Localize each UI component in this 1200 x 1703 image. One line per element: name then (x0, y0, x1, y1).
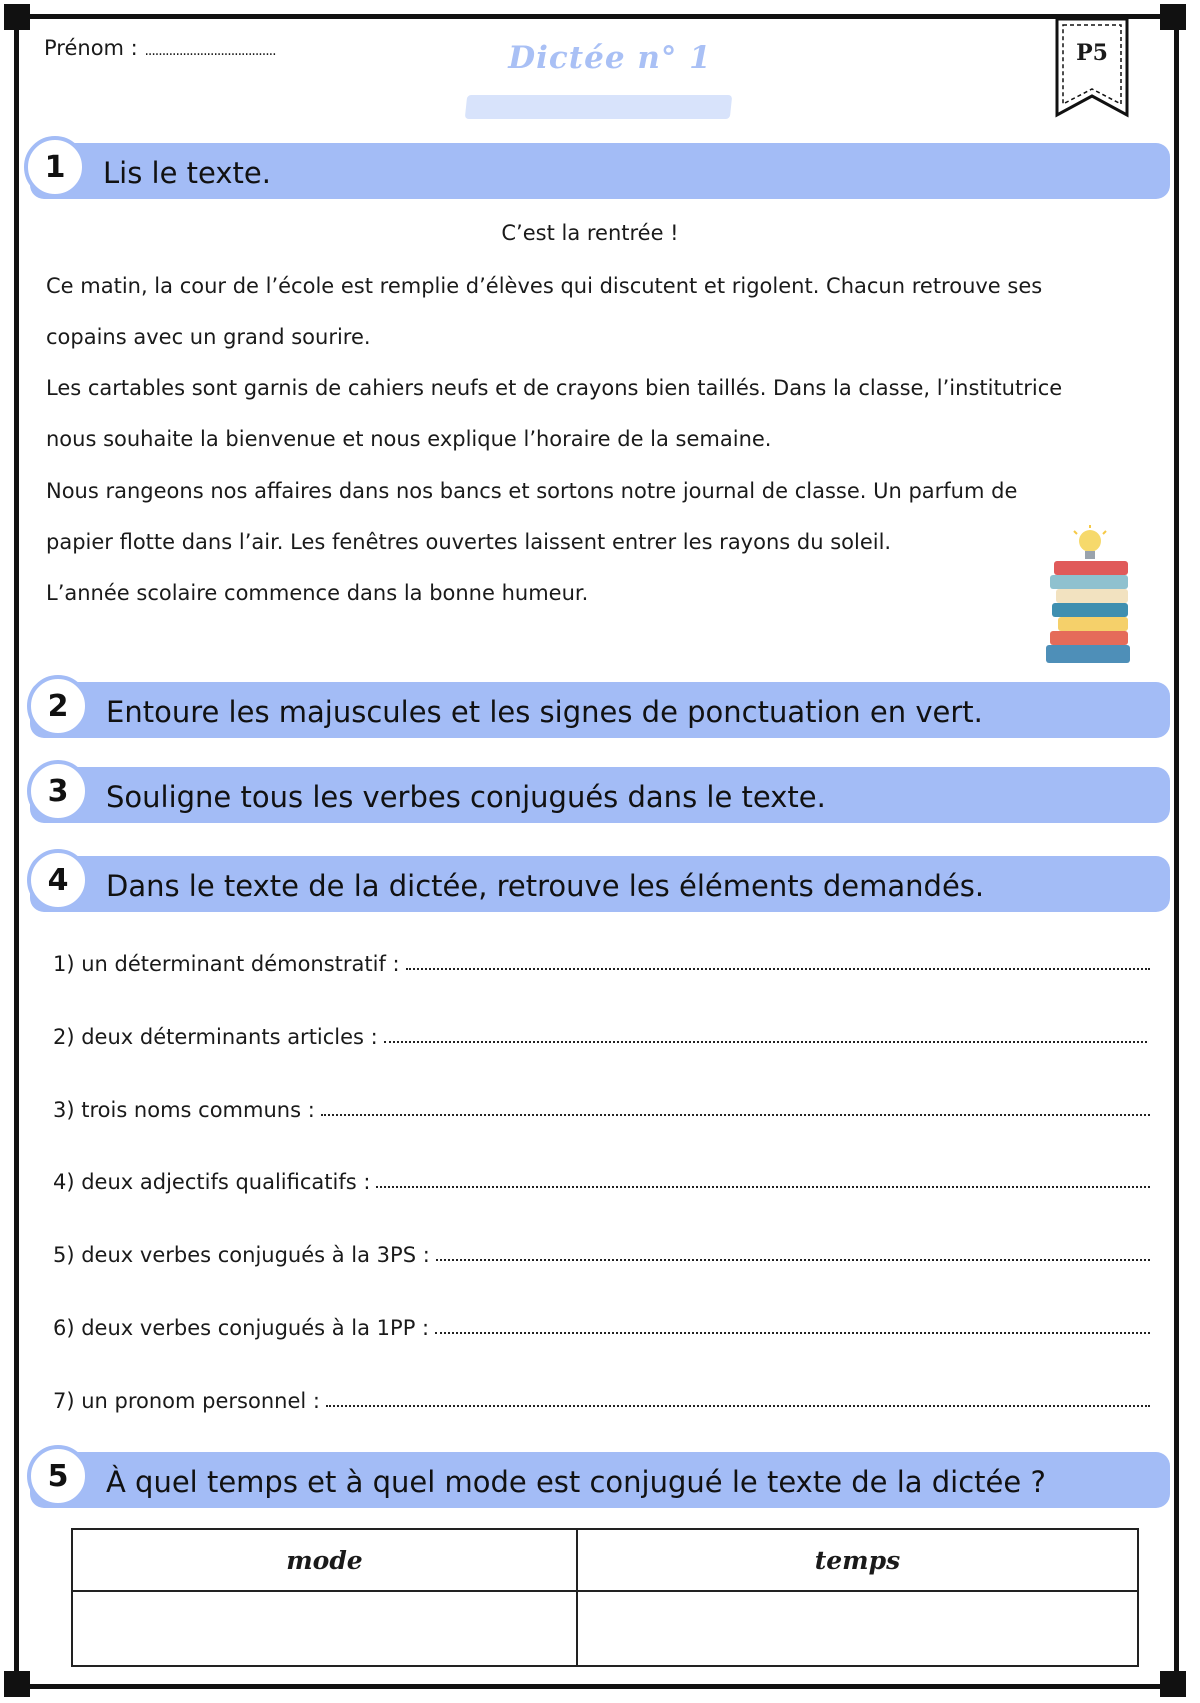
section-2-instruction: Entoure les majuscules et les signes de ponctuation en vert. (106, 695, 983, 729)
answer-line[interactable] (406, 967, 1150, 970)
question-row (53, 1170, 1150, 1194)
question-row (53, 1098, 1150, 1122)
section-4-instruction: Dans le texte de la dictée, retrouve les éléments demandés. (106, 869, 985, 903)
question-label: 4) deux adjectifs qualificatifs : (53, 1170, 371, 1194)
answer-line[interactable] (436, 1258, 1150, 1261)
prenom-dots: ...................................... (144, 43, 276, 59)
books-lightbulb-icon (1040, 525, 1140, 667)
section-2-number: 2 (27, 675, 89, 737)
dictation-line: papier flotte dans l’air. Les fenêtres ouvertes laissent entrer les rayons du soleil. (46, 530, 892, 554)
dictation-line: Les cartables sont garnis de cahiers neufs et de crayons bien taillés. Dans la classe, l’institutrice (46, 376, 1063, 400)
page-title: Dictée n° 1 (508, 40, 712, 76)
frame-corner (4, 4, 30, 30)
section-5-number: 5 (27, 1445, 89, 1507)
answer-cell-mode[interactable] (72, 1591, 577, 1666)
page-tag: P5 (1076, 40, 1108, 66)
title-highlight (465, 95, 733, 119)
question-label: 7) un pronom personnel : (53, 1389, 320, 1413)
question-label: 5) deux verbes conjugués à la 3PS : (53, 1243, 430, 1267)
table-header-mode: mode (72, 1529, 577, 1591)
prenom-label: Prénom : (44, 36, 138, 60)
section-1-number: 1 (24, 136, 86, 198)
bookmark-icon (1054, 16, 1130, 118)
question-row (53, 952, 1150, 976)
answer-line[interactable] (435, 1331, 1150, 1334)
dictation-line: Ce matin, la cour de l’école est remplie d’élèves qui discutent et rigolent. Chacun retrouve ses (46, 274, 1043, 298)
answer-table (71, 1528, 1139, 1667)
question-label: 1) un déterminant démonstratif : (53, 952, 400, 976)
question-row (53, 1025, 1147, 1049)
question-row (53, 1243, 1150, 1267)
question-label: 2) deux déterminants articles : (53, 1025, 378, 1049)
question-label: 6) deux verbes conjugués à la 1PP : (53, 1316, 430, 1340)
dictation-line: L’année scolaire commence dans la bonne humeur. (46, 581, 589, 605)
dictation-line: copains avec un grand sourire. (46, 325, 371, 349)
dictation-title: C’est la rentrée ! (501, 221, 679, 245)
question-label: 3) trois noms communs : (53, 1098, 315, 1122)
answer-line[interactable] (376, 1185, 1150, 1188)
answer-line[interactable] (384, 1040, 1147, 1043)
frame-corner (1160, 4, 1186, 30)
answer-line[interactable] (321, 1113, 1150, 1116)
section-3-number: 3 (27, 760, 89, 822)
frame-corner (4, 1671, 30, 1697)
section-3-instruction: Souligne tous les verbes conjugués dans le texte. (106, 780, 826, 814)
prenom-field[interactable] (44, 36, 276, 60)
dictation-line: Nous rangeons nos affaires dans nos bancs et sortons notre journal de classe. Un parfum de (46, 479, 1018, 503)
dictation-line: nous souhaite la bienvenue et nous explique l’horaire de la semaine. (46, 427, 772, 451)
section-5-instruction: À quel temps et à quel mode est conjugué le texte de la dictée ? (106, 1465, 1046, 1499)
question-row (53, 1389, 1150, 1413)
page-frame (14, 14, 1179, 1689)
frame-corner (1160, 1671, 1186, 1697)
table-header-temps: temps (577, 1529, 1138, 1591)
question-row (53, 1316, 1150, 1340)
answer-line[interactable] (326, 1404, 1150, 1407)
section-4-number: 4 (27, 849, 89, 911)
answer-cell-temps[interactable] (577, 1591, 1138, 1666)
section-1-instruction: Lis le texte. (103, 156, 271, 190)
